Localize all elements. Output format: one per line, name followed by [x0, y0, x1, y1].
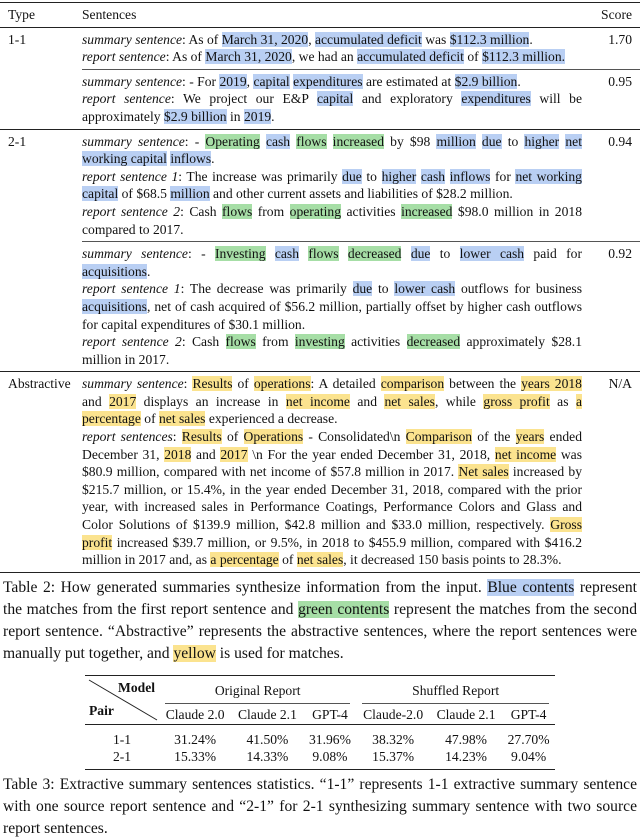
blue-highlight: acquisitions [82, 298, 147, 314]
table-2-caption [3, 577, 637, 665]
green-highlight: flows [308, 246, 339, 262]
text-segment: from [252, 203, 290, 219]
blue-highlight: higher [524, 133, 560, 149]
label-colon: : [184, 133, 195, 149]
col-header: Claude 2.1 [436, 707, 496, 723]
label-colon: : [178, 168, 187, 184]
sentence [82, 280, 582, 333]
text-segment: and exploratory [353, 91, 462, 107]
value-cell: 14.23% [445, 748, 487, 764]
text-segment: . [529, 31, 533, 47]
text-segment: , we had an [291, 49, 358, 65]
yellow-highlight: years [515, 429, 545, 445]
yellow-highlight: operations [253, 376, 311, 392]
sentence-label: report sentence 2 [82, 334, 182, 350]
text-segment: activities [341, 203, 402, 219]
text-segment: Cash [189, 203, 223, 219]
blue-highlight: accumulated deficit [314, 31, 422, 47]
text-segment [401, 246, 410, 261]
header-sentences: Sentences [82, 7, 137, 22]
text-segment: , it decreased 150 basis points to 28.3%. [343, 552, 562, 568]
blue-highlight: million [170, 186, 210, 202]
green-highlight: flows [222, 203, 253, 219]
blue-highlight: expenditures [293, 73, 363, 89]
text-segment [445, 169, 450, 184]
sentence [82, 245, 582, 280]
bottom-rule [0, 572, 640, 573]
text-segment: of [232, 376, 254, 392]
type-cell: 1-1 [8, 31, 27, 47]
score-cell: N/A [608, 376, 632, 392]
text-segment: As of [188, 31, 222, 47]
blue-highlight: inflows [170, 151, 212, 167]
text-segment: increased $39.7 million, or 9.5%, in 2018 to $455.9 million, compared with $416.2 million in 2017 and, as [82, 534, 582, 568]
col-header: Claude-2.0 [363, 707, 424, 723]
table-row [85, 724, 555, 748]
sentence [82, 48, 582, 66]
table-row [85, 748, 555, 770]
text-segment: for [490, 168, 516, 184]
text-segment: - [201, 246, 215, 262]
green-highlight: investing [294, 334, 345, 350]
text-segment: between the [444, 376, 522, 392]
blue-highlight: lower cash [394, 281, 456, 297]
header-score: Score [601, 7, 632, 22]
text-segment: approximately $28.1 million in 2017. [82, 334, 582, 367]
text-segment: - Consolidated\n [303, 429, 406, 445]
table-3 [85, 675, 555, 770]
blue-highlight: due [352, 281, 373, 297]
blue-highlight: net working capital [82, 168, 582, 202]
text-segment: from [255, 334, 295, 350]
sentence [82, 168, 582, 203]
value-cell: 41.50% [246, 731, 289, 747]
sentence-label: report sentence [82, 49, 166, 65]
yellow-highlight: gross profit [483, 393, 550, 409]
green-highlight: flows [225, 334, 256, 350]
table-2 [0, 2, 640, 573]
blue-highlight: 2019 [243, 108, 272, 124]
text-segment: and other current assets and liabilities of $28.2 million. [209, 186, 513, 202]
blue-highlight: cash [420, 168, 446, 184]
table-row [0, 372, 640, 572]
label-colon: : [182, 73, 190, 89]
text-segment [299, 246, 308, 261]
sentence-label: report sentence 1 [82, 281, 181, 297]
blue-highlight: due [342, 168, 362, 184]
text-segment: $98.0 million in 2018 compared to 2017. [82, 203, 582, 237]
yellow-highlight: years 2018 [521, 376, 582, 392]
sentence-label: summary sentence [82, 376, 184, 392]
label-colon: : [180, 281, 190, 297]
text-segment: outflows for business [455, 281, 582, 297]
green-highlight: flows [296, 133, 327, 149]
sentence-label: summary sentence [82, 31, 183, 47]
text-segment: Table 2: How generated summaries synthesize information from the input. [3, 578, 488, 596]
text-segment: to [372, 281, 395, 297]
value-cell: 31.96% [308, 731, 351, 747]
yellow-highlight: net sales [296, 552, 344, 568]
col-header: Claude 2.0 [165, 707, 225, 723]
text-segment: : A detailed [310, 376, 381, 392]
yellow-highlight: net income [285, 393, 350, 409]
sentence [82, 133, 582, 168]
col-header: Claude 2.1 [237, 707, 297, 723]
value-cell: 31.24% [174, 731, 217, 747]
text-segment: will be approximately [82, 91, 582, 124]
sentences-cell [82, 133, 582, 239]
value-cell: 38.32% [372, 731, 415, 747]
yellow-highlight: net income [494, 446, 557, 462]
yellow-highlight: Comparison [405, 429, 473, 445]
text-segment: was $80.9 million, compared with net income of $57.8 million in 2017. [82, 446, 582, 480]
text-segment: . [146, 263, 151, 279]
score-cell: 0.95 [608, 73, 632, 89]
value-cell: 27.70% [507, 731, 550, 747]
text-segment: of the [472, 429, 516, 445]
value-cell: 15.37% [372, 748, 415, 764]
text-segment: , net of cash acquired of $56.2 million, partially offset by higher cash outflows for capital expenditures of $30.1 million. [82, 298, 582, 332]
pair-cell: 1-1 [112, 731, 132, 747]
text-segment: of [140, 411, 159, 427]
text-segment: - For [189, 73, 220, 89]
text-segment [339, 246, 348, 261]
green-highlight: operating [289, 203, 342, 219]
text-segment: - [194, 133, 206, 149]
label-colon: : [165, 49, 173, 65]
blue-highlight: capital [253, 73, 290, 89]
text-segment: of [221, 429, 244, 445]
text-segment: \n For the year ended December 31, 2018, [247, 446, 495, 462]
sentence [82, 31, 582, 49]
value-cell: 47.98% [445, 731, 487, 747]
pair-cell: 2-1 [112, 748, 132, 764]
text-segment: paid for [524, 246, 583, 262]
text-segment: , while [434, 393, 484, 409]
text-segment: are estimated at [362, 73, 455, 89]
text-segment: We project our E&P [183, 91, 318, 107]
green-highlight: increased [332, 133, 384, 149]
yellow-highlight: net sales [384, 393, 435, 409]
yellow-highlight: Gross profit [82, 517, 582, 550]
blue-highlight: March 31, 2020 [221, 31, 309, 47]
group-original: Original Report [165, 682, 350, 704]
green-highlight: Investing [214, 246, 266, 262]
blue-highlight: $112.3 million [449, 31, 530, 47]
text-segment: to [361, 168, 382, 184]
green-highlight: decreased [406, 334, 461, 350]
text-segment: increased by $215.7 million, or 15.4%, in the year ended December 31, 2018, compared with the prior year, with increased sales in Performance Coatings, Performance Colors and Glass and Color Solutions of $139.9 million, $42.8 million and $33.0 million, respectively. [82, 464, 583, 533]
group-shuffled: Shuffled Report [362, 682, 549, 704]
text-segment: , [308, 31, 315, 47]
sentence-label: summary sentence [82, 133, 185, 149]
sentence [82, 375, 582, 428]
type-cell: 2-1 [8, 133, 27, 149]
green-highlight: increased [401, 203, 453, 219]
header-type: Type [8, 7, 35, 22]
label-colon: : [183, 376, 193, 392]
label-colon: : [187, 246, 202, 262]
text-segment: Cash [191, 334, 226, 350]
sentence [82, 73, 582, 91]
blue-highlight: lower cash [459, 246, 525, 262]
yellow-highlight: yellow [173, 644, 216, 662]
yellow-highlight: comparison [380, 376, 445, 392]
blue-highlight: expenditures [461, 91, 531, 107]
score-cell: 0.92 [608, 246, 632, 262]
green-highlight: Operating [205, 133, 260, 149]
text-segment: of $68.5 [118, 186, 171, 202]
text-segment: is used for matches. [215, 644, 344, 662]
yellow-highlight: net sales [159, 411, 206, 427]
yellow-highlight: Operations [243, 429, 304, 445]
table-row [0, 70, 640, 129]
text-segment: activities [344, 334, 407, 350]
text-segment: in [226, 108, 244, 124]
blue-highlight: 2019 [219, 73, 247, 89]
yellow-highlight: 2017 [109, 393, 137, 409]
sentence-label: report sentence 2 [82, 203, 181, 219]
yellow-highlight: Net sales [458, 464, 509, 480]
text-segment: ended December 31, [82, 429, 583, 462]
corner-cell [85, 675, 159, 724]
blue-highlight: net working capital [82, 133, 582, 167]
text-segment: represent the matches from the second report sentence. “Abstractive” represents the abstractive sentences, where the report sentences were manually put together, and [3, 600, 637, 662]
table-row [0, 130, 640, 242]
value-cell: 9.04% [511, 748, 547, 764]
value-cell: 9.08% [312, 748, 348, 764]
blue-highlight: acquisitions [82, 263, 147, 279]
text-segment: was [421, 31, 450, 47]
blue-highlight: due [410, 246, 431, 262]
label-colon: : [180, 203, 190, 219]
blue-highlight: Blue contents [487, 578, 575, 596]
text-segment: to [501, 133, 525, 149]
table-row [0, 28, 640, 69]
score-cell: 0.94 [608, 133, 632, 149]
yellow-highlight: Results [181, 429, 222, 445]
text-segment: As of [172, 49, 206, 65]
sentences-cell [82, 73, 582, 126]
sentence [82, 90, 582, 125]
sentence-label: summary sentence [82, 246, 188, 262]
sentence-label: summary sentence [82, 73, 183, 89]
text-segment: experienced a decrease. [205, 411, 338, 427]
text-segment: of [278, 552, 297, 568]
table-row [0, 242, 640, 371]
sentence [82, 428, 582, 569]
text-segment: by $98 [384, 133, 437, 149]
text-segment: and [191, 446, 221, 462]
blue-highlight: cash [274, 246, 300, 262]
corner-model: Model [118, 679, 155, 695]
sentence-label: report sentences [82, 429, 173, 445]
label-colon: : [170, 91, 184, 107]
yellow-highlight: 2017 [220, 446, 248, 462]
sentence [82, 333, 582, 368]
sentences-cell [82, 245, 582, 368]
blue-highlight: accumulated deficit [357, 49, 464, 65]
text-segment: displays an increase in [136, 393, 286, 409]
blue-highlight: $2.9 billion [163, 108, 227, 124]
text-segment: to [430, 246, 460, 262]
sentences-cell [82, 375, 582, 569]
type-cell: Abstractive [8, 376, 71, 392]
text-segment: The increase was primarily [186, 168, 343, 184]
sentence-label: report sentence [82, 91, 171, 107]
green-highlight: decreased [347, 246, 402, 262]
type-cell [0, 73, 82, 126]
text-segment: and [349, 393, 385, 409]
table-3-caption: Table 3: Extractive summary sentences statistics. “1-1” represents 1-1 extractive summary sentence with one source report sentence and “2-1” for 2-1 synthesizing summary sentence with two source report sentences. [3, 775, 637, 837]
text-segment: and [82, 393, 110, 409]
blue-highlight: cash [265, 133, 291, 149]
blue-highlight: capital [317, 91, 354, 107]
value-cell: 15.33% [174, 748, 217, 764]
yellow-highlight: a percentage [82, 393, 582, 427]
yellow-highlight: a percentage [210, 552, 279, 568]
text-segment: as [549, 393, 576, 409]
text-segment: . [211, 151, 215, 167]
sentence [82, 203, 582, 238]
blue-highlight: million [436, 133, 476, 149]
score-cell: 1.70 [608, 31, 632, 47]
blue-highlight: inflows [449, 168, 491, 184]
corner-pair: Pair [89, 702, 114, 718]
label-colon: : [181, 334, 192, 350]
text-segment: represent the matches from the first report sentence and [3, 578, 637, 618]
blue-highlight: $2.9 billion [454, 73, 518, 89]
value-cell: 14.33% [246, 748, 289, 764]
sentence-label: report sentence 1 [82, 168, 179, 184]
col-header: GPT-4 [510, 707, 547, 723]
label-colon: : [182, 31, 189, 47]
table-2-header [0, 3, 640, 27]
text-segment: . [517, 73, 521, 89]
yellow-highlight: 2018 [164, 446, 192, 462]
yellow-highlight: Results [192, 376, 233, 392]
text-segment: of [463, 49, 483, 65]
blue-highlight: higher [381, 168, 417, 184]
text-segment [266, 246, 275, 261]
blue-highlight: due [481, 133, 502, 149]
text-segment [327, 134, 333, 149]
type-cell [0, 245, 82, 368]
blue-highlight: $112.3 million. [482, 49, 566, 65]
text-segment: . [271, 108, 275, 124]
blue-highlight: March 31, 2020 [205, 49, 292, 65]
sentences-cell [82, 31, 582, 66]
green-highlight: green contents [298, 600, 390, 618]
text-segment: The decrease was primarily [189, 281, 353, 297]
table-2-body [0, 28, 640, 572]
col-header: GPT-4 [312, 707, 348, 723]
label-colon: : [172, 429, 182, 445]
text-segment: , [246, 73, 254, 89]
text-segment [476, 134, 482, 149]
